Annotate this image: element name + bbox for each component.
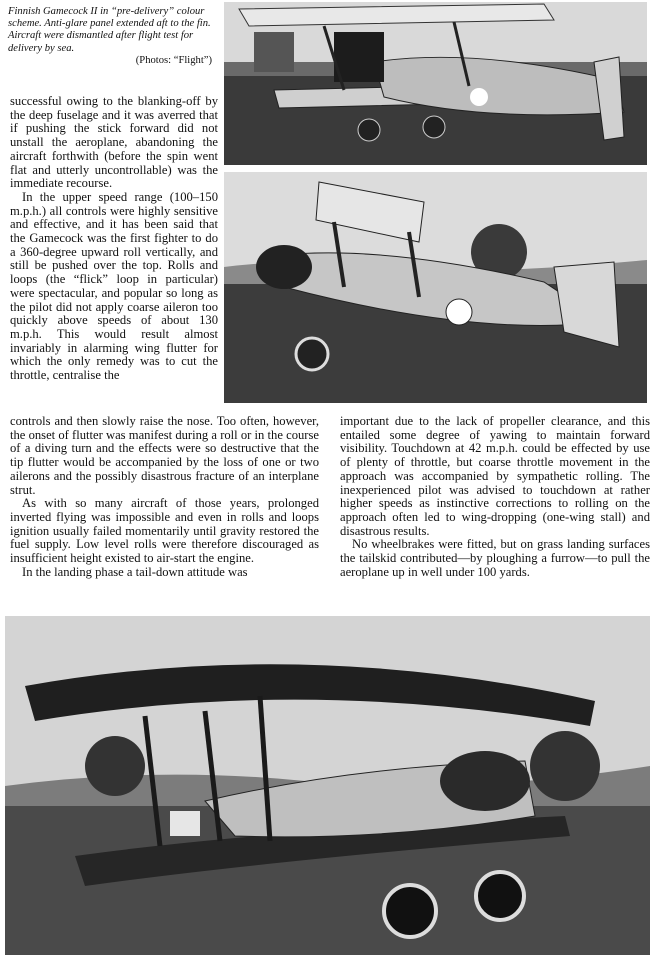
photo-caption [8, 6, 220, 67]
paragraph: In the landing phase a tail-down attitude was [22, 564, 248, 579]
photo-credit: (Photos: “Flight”) [135, 54, 212, 66]
article-column-left-bottom [10, 415, 319, 579]
paragraph: successful owing to the blanking-off by the deep fuselage and it was averred that if pushing the stick forward did not unstall the aeroplane, abandoning the aircraft forthwith (before the spin went flat and utterly uncontrollable) was the immediate recourse. [10, 94, 218, 191]
photo-gamecock-three-quarter [224, 172, 647, 403]
photo-gamecock-side [224, 2, 647, 165]
paragraph: In the upper speed range (100–150 m.p.h.) all controls were highly sensitive and effective, and it has been said that the Gamecock was the first fighter to do a 360-degree upward roll vertically, and still be pushed over the top. Rolls and loops (the “flick” loop in particular) were spectacular, and popular so long as the pilot did not apply coarse aileron too quickly above speeds of about 130 m.p.h. This would result almost invariably in alarming wing flutter for which the only remedy was to cut the throttle, centralise the [10, 189, 218, 383]
article-column-right [340, 415, 650, 579]
paragraph: As with so many aircraft of those years, prolonged inverted flying was impossible and even in rolls and loops ignition usually failed momentarily until gravity restored the fuel supply. Low level rolls were therefore discouraged as insufficient height existed to air-start the engine. [10, 496, 319, 566]
paragraph: important due to the lack of propeller clearance, and this entailed some degree of yawing to maintain forward visibility. Touchdown at 42 m.p.h. could be effected by use of plenty of throttle, but coarse throttle movement in the approach was accompanied by sympathetic rolling. The inexperienced pilot was advised to touchdown at rather higher speeds as instinctive corrections to rolling on the approach often led to wing-dropping (one-wing stall) and disastrous results. [340, 414, 650, 538]
caption-text: Finnish Gamecock II in “pre-delivery” colour scheme. Anti-glare panel extended aft to the fin. Aircraft were dismantled after flight test for delivery by sea. [8, 6, 211, 54]
photo-gamecock-front [5, 616, 650, 955]
article-column-left-top [10, 95, 218, 383]
paragraph: controls and then slowly raise the nose. Too often, however, the onset of flutter was manifest during a roll or in the course of a diving turn and the effects were so destructive that the tip flutter would be accompanied by the loss of one or two ailerons and the possibly disastrous fracture of an interplane strut. [10, 414, 319, 497]
paragraph: No wheelbrakes were fitted, but on grass landing surfaces the tailskid contributed—by ploughing a furrow—to pull the aeroplane up in well under 100 yards. [340, 537, 650, 579]
